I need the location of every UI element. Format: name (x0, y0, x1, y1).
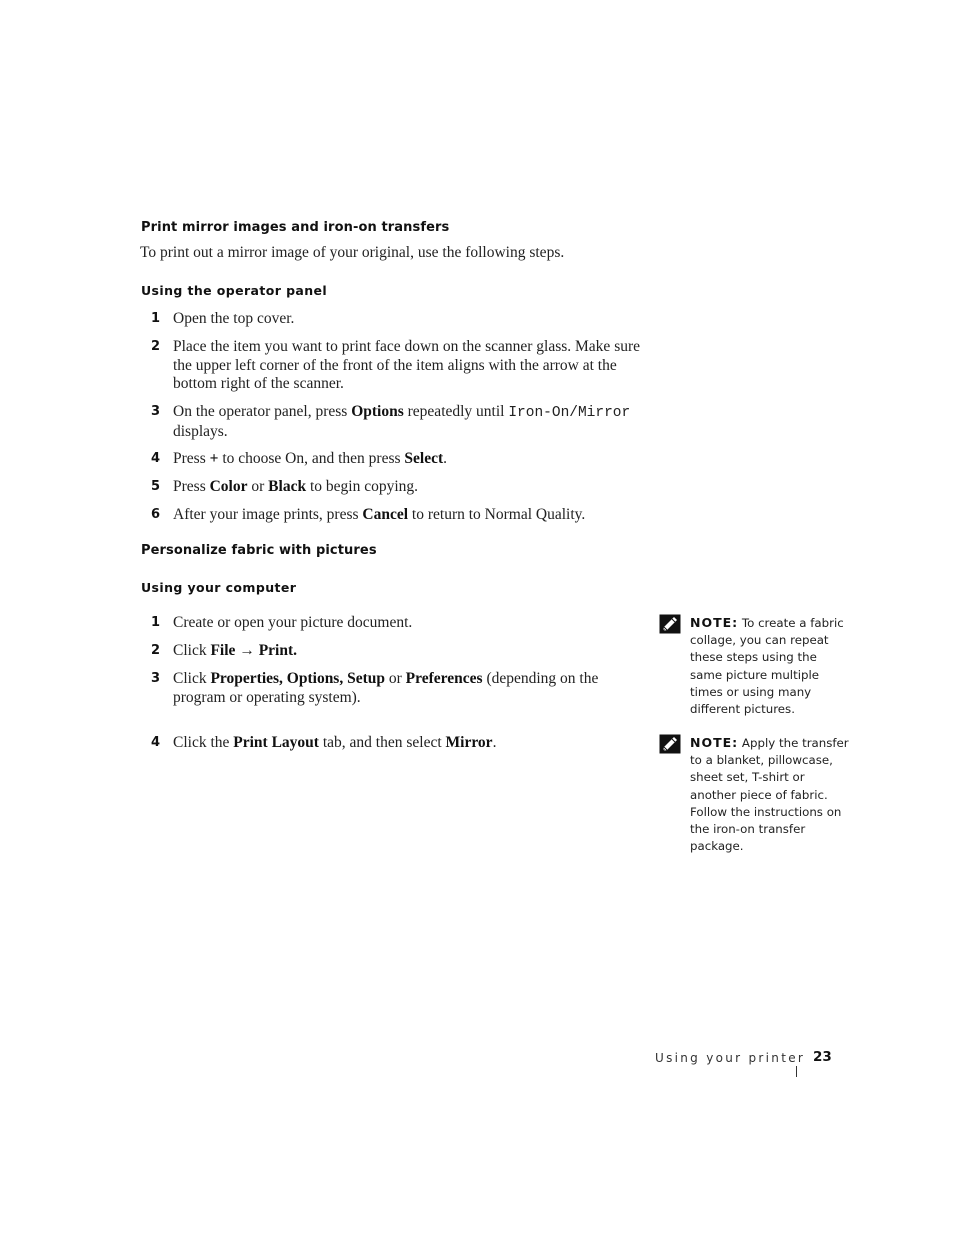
step-number: 3 (151, 671, 161, 686)
step-text (173, 642, 643, 661)
text-segment: Click the (173, 734, 234, 751)
step-text (173, 734, 643, 753)
step-text (173, 450, 658, 469)
bold-term: Cancel (362, 506, 409, 523)
step-text (173, 478, 658, 497)
text-segment: to return to Normal Quality. (408, 506, 586, 523)
bold-term: Mirror (445, 734, 493, 751)
section-intro: To print out a mirror image of your original, use the following steps. (140, 244, 565, 261)
step-text (173, 403, 658, 441)
footer-divider (796, 1066, 797, 1077)
step-number: 2 (151, 643, 161, 658)
text-segment: Place the item you want to print face down on the scanner glass. Make sure the upper left corner of the front of the item aligns with the arrow at the bottom right of the scanner. (173, 338, 641, 392)
operator-panel-heading: Using the operator panel (141, 283, 328, 298)
bold-term: File (210, 642, 236, 659)
text-segment: tab, and then select (318, 734, 446, 751)
step-text (173, 614, 643, 633)
note-body: Apply the transfer to a blanket, pillowcase, sheet set, T-shirt or another piece of fabric. Follow the instructions on the iron-on transfer package. (690, 736, 849, 854)
step-number: 5 (151, 479, 161, 494)
text-segment: or (385, 670, 406, 687)
note-body: To create a fabric collage, you can repeat these steps using the same picture multiple times or using many different pictures. (690, 616, 844, 717)
text-segment: (depending on the program or operating system). (173, 670, 599, 706)
note-label: NOTE: (690, 615, 739, 630)
text-segment: displays. (173, 422, 228, 440)
bold-term: Preferences (405, 670, 483, 687)
section-title: Print mirror images and iron-on transfers (141, 220, 450, 235)
computer-heading: Using your computer (141, 580, 297, 595)
text-segment: Press (173, 450, 210, 467)
pencil-note-icon (659, 614, 681, 634)
bold-term: Print. (258, 642, 297, 659)
note-label: NOTE: (690, 735, 739, 750)
text-segment: Create or open your picture document. (173, 614, 413, 631)
note-text (690, 734, 850, 855)
bold-term: + (209, 450, 219, 467)
text-segment: to choose On, and then press (218, 450, 405, 467)
text-segment: Press (173, 478, 210, 495)
pencil-note-icon (659, 734, 681, 754)
note-text (690, 614, 850, 718)
step-number: 4 (151, 735, 161, 750)
text-segment: Click (173, 642, 211, 659)
bold-term: Black (268, 478, 307, 495)
text-segment: After your image prints, press (173, 506, 363, 523)
text-segment: . (492, 734, 497, 751)
text-segment: repeatedly until (403, 403, 509, 420)
step-text (173, 338, 658, 394)
text-segment: or (247, 478, 269, 495)
step-number: 1 (151, 311, 161, 326)
text-segment: to begin copying. (306, 478, 419, 495)
step-text (173, 310, 658, 329)
step-number: 1 (151, 615, 161, 630)
bold-term: Properties, Options, Setup (210, 670, 385, 687)
fabric-section-title: Personalize fabric with pictures (141, 543, 377, 558)
bold-term: Options (351, 403, 404, 420)
text-segment: Click (173, 670, 211, 687)
step-text (173, 506, 658, 525)
step-number: 2 (151, 339, 161, 354)
text-segment: Open the top cover. (173, 310, 295, 327)
text-segment: . (443, 450, 448, 467)
footer-label: Using your printer (655, 1051, 806, 1065)
bold-term: Print Layout (233, 734, 319, 751)
page-number: 23 (813, 1049, 832, 1065)
step-number: 6 (151, 507, 161, 522)
text-segment: On the operator panel, press (173, 403, 352, 420)
text-segment: → (235, 642, 259, 659)
bold-term: Select (404, 450, 444, 467)
display-message: Iron-On/Mirror (508, 405, 631, 421)
step-text (173, 670, 623, 707)
bold-term: Color (209, 478, 248, 495)
step-number: 4 (151, 451, 161, 466)
step-number: 3 (151, 404, 161, 419)
